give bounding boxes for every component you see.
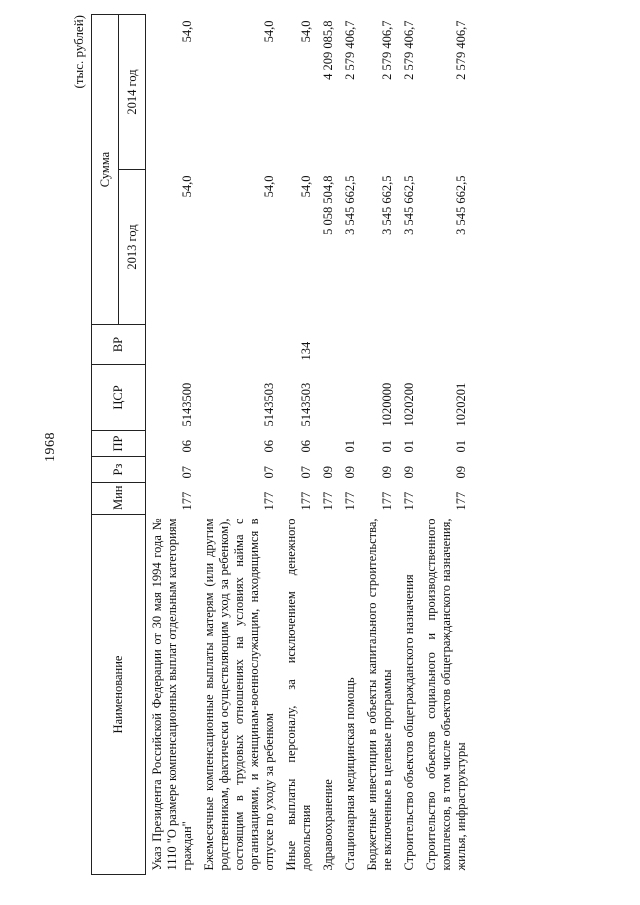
row-sum-2013: 3 545 662,5 [380,175,394,235]
row-sum-2014: 2 579 406,7 [380,20,394,80]
row-csr: 5143503 [299,382,313,427]
row-vr [398,325,420,365]
row-sum-2014: 2 579 406,7 [343,20,357,80]
row-min: 177 [299,491,313,511]
row-sum-2014: 2 579 406,7 [454,20,468,80]
rotated-budget-sheet [71,15,635,875]
table-row [361,15,398,875]
header-rz: Рз [92,457,146,483]
row-csr: 1020200 [402,382,416,427]
header-sum: Сумма [92,15,119,325]
row-min: 177 [454,491,468,511]
row-sum-2013: 54,0 [299,175,313,198]
row-min: 177 [321,491,335,511]
row-sum-2014: 54,0 [180,20,194,43]
table-row [420,15,472,875]
row-vr [420,325,472,365]
table-row [339,15,361,875]
row-min: 177 [380,491,394,511]
units-label: (тыс. рублей) [71,15,86,89]
row-sum-2014: 4 209 085,8 [321,20,335,80]
page-number: 1968 [43,432,58,462]
header-csr: ЦСР [92,365,146,431]
header-pr: ПР [92,431,146,457]
row-vr [339,325,361,365]
header-2013: 2013 год [119,170,146,325]
row-pr: 06 [180,440,194,453]
row-vr [317,325,339,365]
budget-table [91,14,472,875]
row-csr: 1020000 [380,382,394,427]
row-sum-2014: 2 579 406,7 [402,20,416,80]
row-sum-2014: 54,0 [262,20,276,43]
row-csr: 5143500 [180,382,194,427]
row-rz: 07 [180,466,194,479]
row-pr: 01 [343,440,357,453]
table-row [280,15,317,875]
row-vr [198,325,280,365]
header-2014: 2014 год [119,15,146,170]
row-sum-2013: 3 545 662,5 [343,175,357,235]
row-pr: 06 [262,440,276,453]
row-sum-2013: 3 545 662,5 [402,175,416,235]
table-body [146,15,473,875]
row-rz: 09 [380,466,394,479]
row-min: 177 [180,491,194,511]
row-pr: 01 [380,440,394,453]
row-sum-2013: 54,0 [180,175,194,198]
row-rz: 09 [402,466,416,479]
row-pr: 01 [454,440,468,453]
row-csr: 5143503 [262,382,276,427]
header-vr: ВР [92,325,146,365]
row-sum-2014: 54,0 [299,20,313,43]
row-name: Строительство объектов общегражданского назначения [402,574,416,871]
row-min: 177 [343,491,357,511]
row-min: 177 [262,491,276,511]
header-min: Мин [92,483,146,515]
row-name: Указ Президента Российской Федерации от 30 мая 1994 года № 1110 "О размере компенсационных выплат отдельным категориям граждан" [150,518,194,871]
row-name: Здравоохранение [321,779,335,871]
header-name: Наименование [92,515,146,875]
row-rz: 09 [321,466,335,479]
row-csr [317,365,339,431]
row-name: Строительство объектов социального и производственного комплексов, в том числе объектов общегражданского назначения, жилья, инфраструктуры [424,518,468,871]
row-name: Иные выплаты персоналу, за исключением денежного довольствия [284,518,313,871]
row-csr: 1020201 [454,382,468,427]
row-pr [317,431,339,457]
table-row [146,15,199,875]
table-row [398,15,420,875]
row-sum-2013: 54,0 [262,175,276,198]
row-rz: 07 [299,466,313,479]
row-pr: 01 [402,440,416,453]
row-sum-2013: 5 058 504,8 [321,175,335,235]
row-vr: 134 [299,341,313,361]
row-name: Ежемесячные компенсационные выплаты матерям (или другим родственникам, фактически осуществляющим уход за ребенком), состоящим в трудовых отношениях на условиях найма с организациями, и женщинам-военнослужащим, находящимся в отпуске по уходу за ребенком [202,518,276,871]
row-name: Бюджетные инвестиции в объекты капитального строительства, не включенные в целевые программы [365,518,394,871]
row-vr [361,325,398,365]
row-sum-2013: 3 545 662,5 [454,175,468,235]
row-pr: 06 [299,440,313,453]
row-csr [339,365,361,431]
row-rz: 09 [343,466,357,479]
row-min: 177 [402,491,416,511]
row-rz: 07 [262,466,276,479]
table-row [317,15,339,875]
row-vr [146,325,199,365]
row-rz: 09 [454,466,468,479]
row-name: Стационарная медицинская помощь [343,677,357,871]
table-row [198,15,280,875]
